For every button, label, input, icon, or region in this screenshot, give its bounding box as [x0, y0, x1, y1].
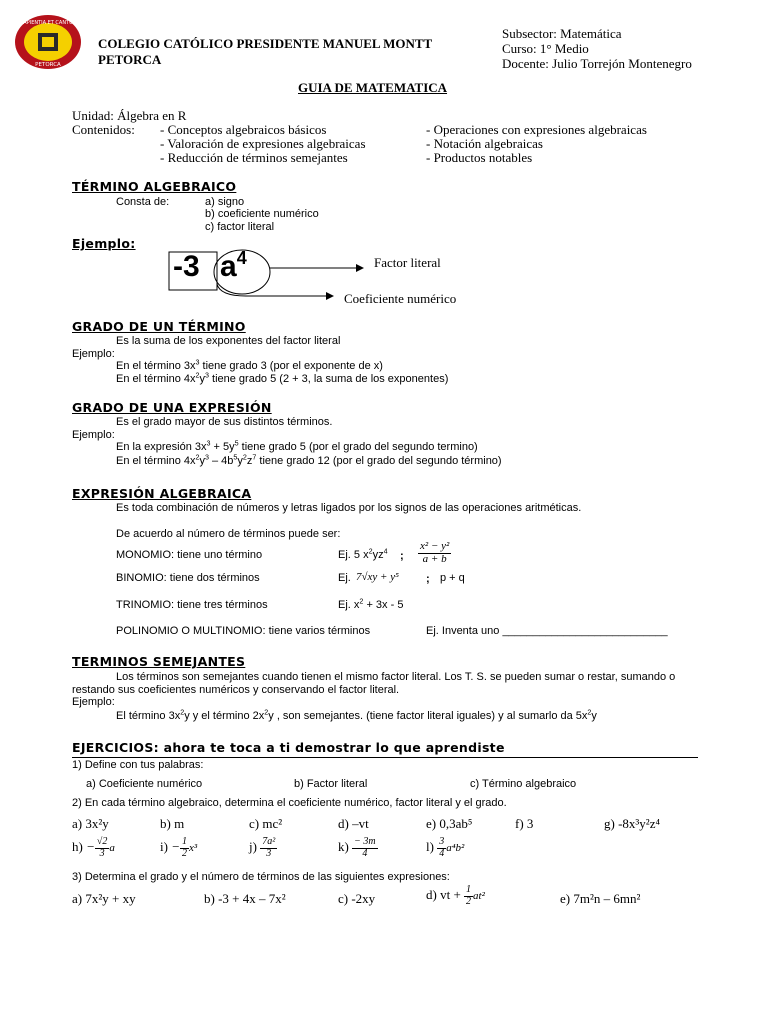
page-title: GUIA DE MATEMATICA: [298, 80, 448, 95]
grado-termino-def: Es la suma de los exponentes del factor literal: [116, 335, 341, 347]
docente: Docente: Julio Torrejón Montenegro: [502, 56, 692, 71]
polinomio-example: Ej. Inventa uno ___________________________: [426, 625, 668, 637]
heading-termino: TÉRMINO ALGEBRAICO: [72, 179, 237, 194]
school-name: COLEGIO CATÓLICO PRESIDENTE MANUEL MONTT: [98, 36, 433, 51]
binomio-label: BINOMIO: tiene dos términos: [116, 572, 260, 584]
q3-d: d) vt + $\frac{1}{2}$ at²: [426, 884, 485, 907]
q3-text: 3) Determina el grado y el número de términos de las siguientes expresiones:: [72, 871, 450, 883]
contenido-right-1: - Operaciones con expresiones algebraicas: [426, 122, 647, 137]
consta-label: Consta de:: [116, 196, 170, 208]
grado-termino-line-1: En el término $3x^3$ tiene grado 3 (por el exponente de x): [116, 358, 383, 372]
q2-i: i) − $\frac{1}{2}$ x³: [160, 836, 198, 859]
expresion-def: Es toda combinación de números y letras ligados por los signos de las operaciones aritméticas.: [116, 502, 582, 514]
logo-top-text: SAPIENTIA ET CANTUS: [20, 20, 76, 26]
semejantes-p2: restando sus coeficientes numéricos y conservando el factor literal.: [72, 684, 400, 696]
q3-b: b) -3 + 4x – 7x²: [204, 891, 286, 906]
grado-expresion-line-2: En el término $4x^2y^3 - 4b^5y^2z^7$ tiene grado 12 (por el grado del segundo término): [116, 453, 502, 467]
grado-expresion-line-1: En la expresión $3x^3 + 5y^5$ tiene grado 5 (por el grado del segundo termino): [116, 439, 478, 453]
ejercicios-rule: [72, 757, 698, 758]
semejantes-p1: Los términos son semejantes cuando tienen el mismo factor literal. Los T. S. se pueden sumar o restar, sumando o: [116, 671, 676, 683]
contenido-left-3: - Reducción de términos semejantes: [160, 150, 348, 165]
ejemplo-label: Ejemplo:: [72, 236, 136, 251]
q2-h: h) − $\frac{√2}{3}$ a: [72, 836, 115, 859]
big-coefficient: -3: [173, 250, 200, 283]
q3-e: e) 7m²n – 6mn²: [560, 891, 641, 906]
q2-k: k) $\frac{- 3m}{4}$: [338, 836, 376, 859]
q2-j: j) $\frac{\text{7a²}}{3}$: [249, 836, 276, 859]
expresion-acuerdo: De acuerdo al número de términos puede ser:: [116, 528, 341, 540]
label-coeficiente: Coeficiente numérico: [344, 291, 457, 306]
q2-g: g) -8x³y²z⁴: [604, 816, 661, 831]
trinomio-label: TRINOMIO: tiene tres términos: [116, 599, 268, 611]
binomio-extra: p + q: [440, 572, 465, 584]
contenido-left-1: - Conceptos algebraicos básicos: [160, 122, 327, 137]
monomio-semicolon: ;: [400, 550, 404, 562]
binomio-ej: Ej.: [338, 572, 351, 584]
binomio-expression: 7√xy + y⁵: [356, 571, 399, 583]
contenido-right-2: - Notación algebraicas: [426, 136, 543, 151]
heading-expresion: EXPRESIÓN ALGEBRAICA: [72, 486, 252, 501]
trinomio-example: Ej. $x^2 + 3x - 5$: [338, 597, 404, 611]
big-literal-letter: a: [220, 250, 237, 283]
big-literal-exponent: 4: [236, 248, 247, 268]
consta-item-1: a) signo: [205, 196, 245, 208]
label-factor-literal: Factor literal: [374, 255, 441, 270]
contenido-left-2: - Valoración de expresiones algebraicas: [160, 136, 366, 151]
contenido-right-3: - Productos notables: [426, 150, 533, 165]
q2-e: e) 0,3ab⁵: [426, 816, 473, 831]
q2-b: b) m: [160, 816, 185, 831]
heading-ejercicios: EJERCICIOS: ahora te toca a ti demostrar lo que aprendiste: [72, 740, 505, 755]
q2-a: a) 3x²y: [72, 816, 109, 831]
consta-item-2: b) coeficiente numérico: [205, 208, 319, 220]
school-logo: [14, 14, 82, 70]
logo-bottom-text: PETORCA: [35, 62, 61, 68]
q1-c: c) Término algebraico: [470, 778, 577, 790]
q2-f: f) 3: [515, 816, 534, 831]
monomio-example: Ej. 5 $x^2yz^4$: [338, 547, 388, 561]
consta-item-3: c) factor literal: [205, 221, 275, 233]
grado-expresion-def: Es el grado mayor de sus distintos términos.: [116, 416, 333, 428]
heading-grado-expresion: GRADO DE UNA EXPRESIÓN: [72, 400, 272, 415]
grado-expresion-ejemplo: Ejemplo:: [72, 429, 115, 441]
big-literal: [220, 250, 247, 284]
grado-termino-ejemplo: Ejemplo:: [72, 348, 115, 360]
school-city: PETORCA: [98, 52, 162, 67]
q1-a: a) Coeficiente numérico: [86, 778, 203, 790]
polinomio-label: POLINOMIO O MULTINOMIO: tiene varios términos: [116, 625, 371, 637]
q2-text: 2) En cada término algebraico, determina el coeficiente numérico, factor literal y el grado.: [72, 797, 507, 809]
grado-termino-line-2: En el término $4x^2y^3$ tiene grado 5 (2 + 3, la suma de los exponentes): [116, 371, 449, 385]
q2-d: d) –vt: [338, 816, 369, 831]
q3-c: c) -2xy: [338, 891, 376, 906]
big-term-diagram: [168, 248, 518, 308]
semejantes-ejemplo: Ejemplo:: [72, 696, 115, 708]
q2-c: c) mc²: [249, 816, 283, 831]
q3-a: a) 7x²y + xy: [72, 891, 136, 906]
binomio-semicolon: ;: [426, 573, 430, 585]
monomio-label: MONOMIO: tiene uno término: [116, 549, 263, 561]
q2-l: l) $\frac{3}{4}$ a⁴b²: [426, 836, 465, 859]
fraction-denominator: a + b: [422, 552, 447, 565]
curso: Curso: 1° Medio: [502, 41, 589, 56]
q1-text: 1) Define con tus palabras:: [72, 759, 204, 771]
subsector: Subsector: Matemática: [502, 26, 622, 41]
fraction-numerator: x² − y²: [420, 540, 450, 552]
semejantes-line: El término $3x^2y$ y el término $2x^2y$ , son semejantes. (tiene factor literal iguales) y al sumarlo da $5x^2y$: [116, 708, 597, 722]
monomio-fraction: [418, 541, 451, 565]
heading-grado-termino: GRADO DE UN TÉRMINO: [72, 319, 246, 334]
q1-b: b) Factor literal: [294, 778, 368, 790]
unidad: Unidad: Álgebra en R: [72, 108, 187, 123]
heading-semejantes: TERMINOS SEMEJANTES: [72, 654, 246, 669]
contenidos-label: Contenidos:: [72, 122, 135, 137]
